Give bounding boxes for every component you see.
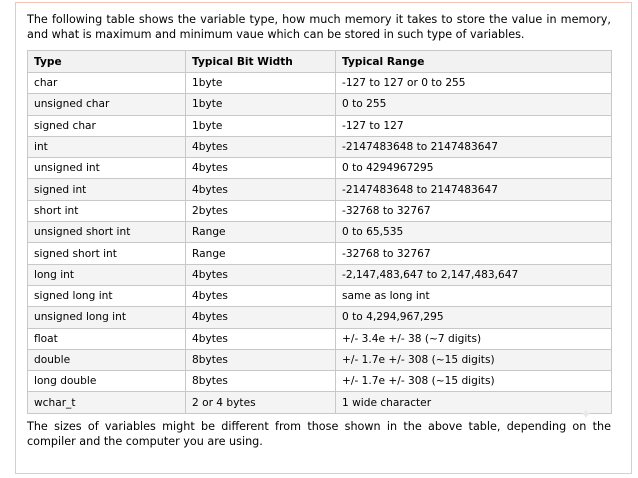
cell-bit-width: 4bytes (186, 158, 336, 179)
cell-type: long int (28, 264, 186, 285)
cell-range: +/- 1.7e +/- 308 (~15 digits) (336, 349, 612, 370)
cell-type: unsigned char (28, 94, 186, 115)
cell-type: unsigned short int (28, 222, 186, 243)
table-row (28, 371, 612, 392)
cell-range: 0 to 65,535 (336, 222, 612, 243)
table-row (28, 392, 612, 413)
cell-range: same as long int (336, 285, 612, 306)
table-row (28, 73, 612, 94)
intro-paragraph: The following table shows the variable type, how much memory it takes to store the value in memory, and what is maximum and minimum vaue which can be stored in such type of variables. (27, 13, 611, 41)
table-row (28, 264, 612, 285)
table-header-row (28, 51, 612, 73)
sparkle-icon: ✦ (580, 407, 592, 423)
cell-type: double (28, 349, 186, 370)
cell-bit-width: 4bytes (186, 285, 336, 306)
cell-type: signed long int (28, 285, 186, 306)
cell-range: 0 to 4294967295 (336, 158, 612, 179)
cell-bit-width: 2 or 4 bytes (186, 392, 336, 413)
cell-type: float (28, 328, 186, 349)
cell-type: long double (28, 371, 186, 392)
cell-range: -32768 to 32767 (336, 200, 612, 221)
cell-range: -2,147,483,647 to 2,147,483,647 (336, 264, 612, 285)
header-bit-width: Typical Bit Width (186, 51, 336, 73)
cell-type: unsigned long int (28, 307, 186, 328)
cell-bit-width: 4bytes (186, 179, 336, 200)
cell-range: -32768 to 32767 (336, 243, 612, 264)
cell-range: 0 to 4,294,967,295 (336, 307, 612, 328)
cell-type: signed short int (28, 243, 186, 264)
variable-types-table (27, 50, 612, 414)
table-row (28, 136, 612, 157)
cell-bit-width: 4bytes (186, 264, 336, 285)
cell-bit-width: Range (186, 222, 336, 243)
cell-bit-width: 2bytes (186, 200, 336, 221)
cell-bit-width: Range (186, 243, 336, 264)
cell-range: -127 to 127 (336, 115, 612, 136)
outro-paragraph: The sizes of variables might be different from those shown in the above table, depending on the compiler and the computer you are using. (27, 419, 611, 448)
cell-bit-width: 4bytes (186, 307, 336, 328)
cell-range: 1 wide character (336, 392, 612, 413)
table-row (28, 222, 612, 243)
table-row (28, 307, 612, 328)
cell-bit-width: 8bytes (186, 349, 336, 370)
cell-range: +/- 3.4e +/- 38 (~7 digits) (336, 328, 612, 349)
cell-type: wchar_t (28, 392, 186, 413)
table-row (28, 349, 612, 370)
table-row (28, 179, 612, 200)
cell-type: short int (28, 200, 186, 221)
cell-range: -2147483648 to 2147483647 (336, 136, 612, 157)
cell-type: signed int (28, 179, 186, 200)
table-row (28, 94, 612, 115)
cell-bit-width: 4bytes (186, 136, 336, 157)
cell-type: int (28, 136, 186, 157)
header-range: Typical Range (336, 51, 612, 73)
table-row (28, 158, 612, 179)
cell-range: -2147483648 to 2147483647 (336, 179, 612, 200)
header-type: Type (28, 51, 186, 73)
cell-bit-width: 1byte (186, 73, 336, 94)
cell-type: signed char (28, 115, 186, 136)
cell-range: +/- 1.7e +/- 308 (~15 digits) (336, 371, 612, 392)
slide-content (27, 12, 611, 449)
cell-range: -127 to 127 or 0 to 255 (336, 73, 612, 94)
cell-type: char (28, 73, 186, 94)
cell-bit-width: 4bytes (186, 328, 336, 349)
table-row (28, 200, 612, 221)
table-row (28, 285, 612, 306)
cell-bit-width: 1byte (186, 115, 336, 136)
table-row (28, 115, 612, 136)
cell-type: unsigned int (28, 158, 186, 179)
cell-bit-width: 8bytes (186, 371, 336, 392)
table-row (28, 243, 612, 264)
table-row (28, 328, 612, 349)
cell-range: 0 to 255 (336, 94, 612, 115)
cell-bit-width: 1byte (186, 94, 336, 115)
